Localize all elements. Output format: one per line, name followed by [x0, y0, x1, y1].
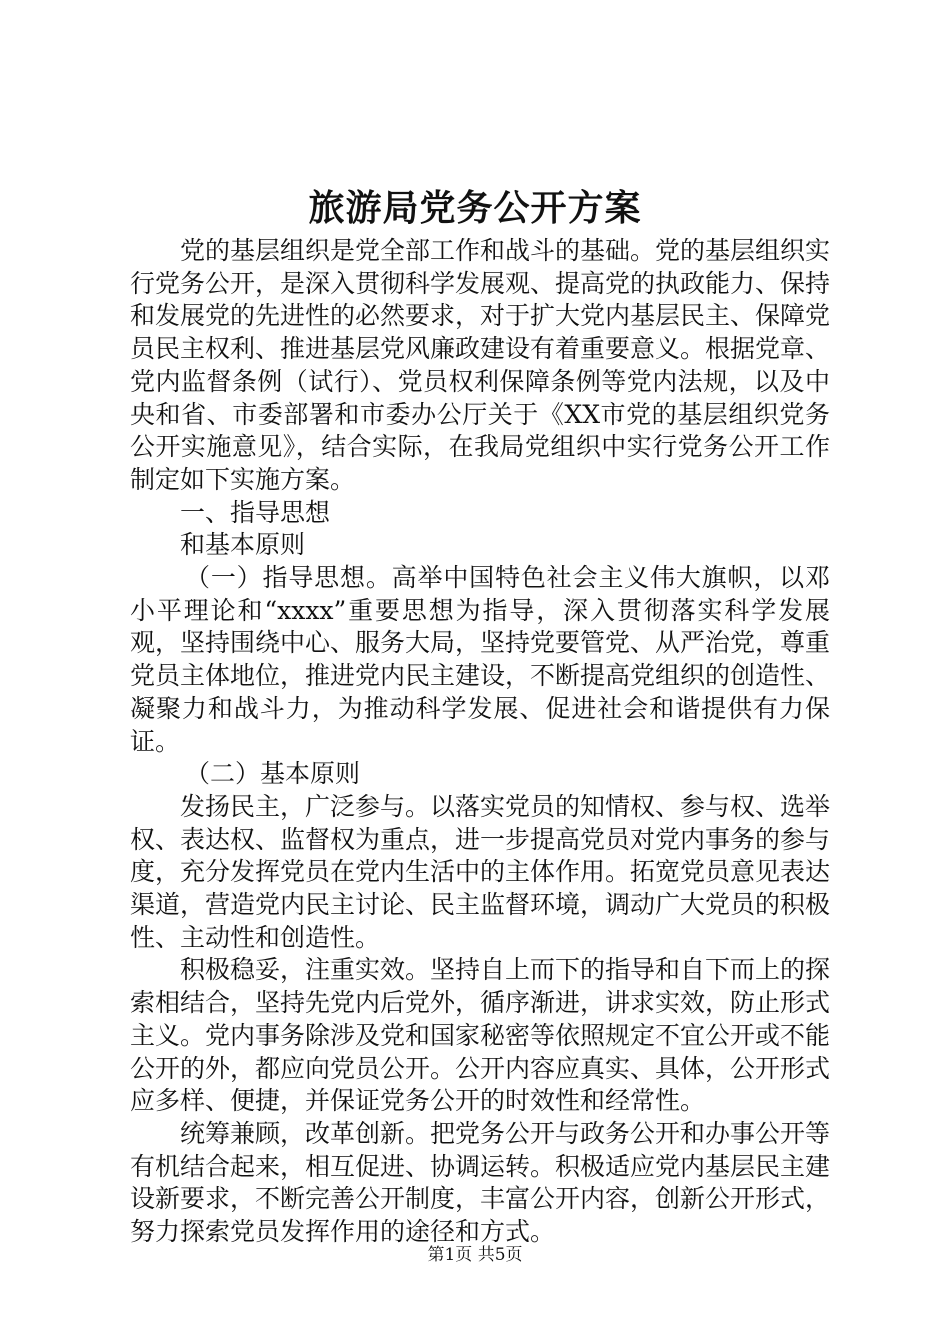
document-body	[130, 235, 830, 1249]
paragraph-intro: 党的基层组织是党全部工作和战斗的基础。党的基层组织实行党务公开，是深入贯彻科学发展观、提高党的执政能力、保持和发展党的先进性的必然要求，对于扩大党内基层民主、保障党员民主权利、推进基层党风廉政建设有着重要意义。根据党章、党内监督条例（试行）、党员权利保障条例等党内法规，以及中央和省、市委部署和市委办公厅关于《XX市党的基层组织党务公开实施意见》，结合实际，在我局党组织中实行党务公开工作制定如下实施方案。	[130, 236, 831, 494]
paragraph-guiding-thought: （一）指导思想。高举中国特色社会主义伟大旗帜，以邓小平理论和“xxxx”重要思想为指导，深入贯彻落实科学发展观，坚持围绕中心、服务大局，坚持党要管党、从严治党，尊重党员主体地位，推进党内民主建设，不断提高党组织的创造性、凝聚力和战斗力，为推动科学发展、促进社会和谐提供有力保证。	[130, 563, 831, 756]
page-number-footer: 第1页 共5页	[427, 1245, 523, 1265]
section-heading-1: 一、指导思想	[180, 497, 331, 527]
section-heading-1-continued: 和基本原则	[180, 530, 306, 560]
document-title: 旅游局党务公开方案	[308, 187, 642, 229]
subheading-basic-principles: （二）基本原则	[185, 759, 361, 789]
paragraph-principle-coordination: 统筹兼顾，改革创新。把党务公开与政务公开和办事公开等有机结合起来，相互促进、协调运转。积极适应党内基层民主建设新要求，不断完善公开制度，丰富公开内容，创新公开形式，努力探索党员发挥作用的途径和方式。	[130, 1118, 831, 1247]
paragraph-principle-democracy: 发扬民主，广泛参与。以落实党员的知情权、参与权、选举权、表达权、监督权为重点，进一步提高党员对党内事务的参与度，充分发挥党员在党内生活中的主体作用。拓宽党员意见表达渠道，营造党内民主讨论、民主监督环境，调动广大党员的积极性、主动性和创造性。	[130, 791, 831, 952]
paragraph-principle-steady: 积极稳妥，注重实效。坚持自上而下的指导和自下而上的探索相结合，坚持先党内后党外，循序渐进，讲求实效，防止形式主义。党内事务除涉及党和国家秘密等依照规定不宜公开或不能公开的外，都应向党员公开。公开内容应真实、具体，公开形式应多样、便捷，并保证党务公开的时效性和经常性。	[130, 955, 831, 1116]
